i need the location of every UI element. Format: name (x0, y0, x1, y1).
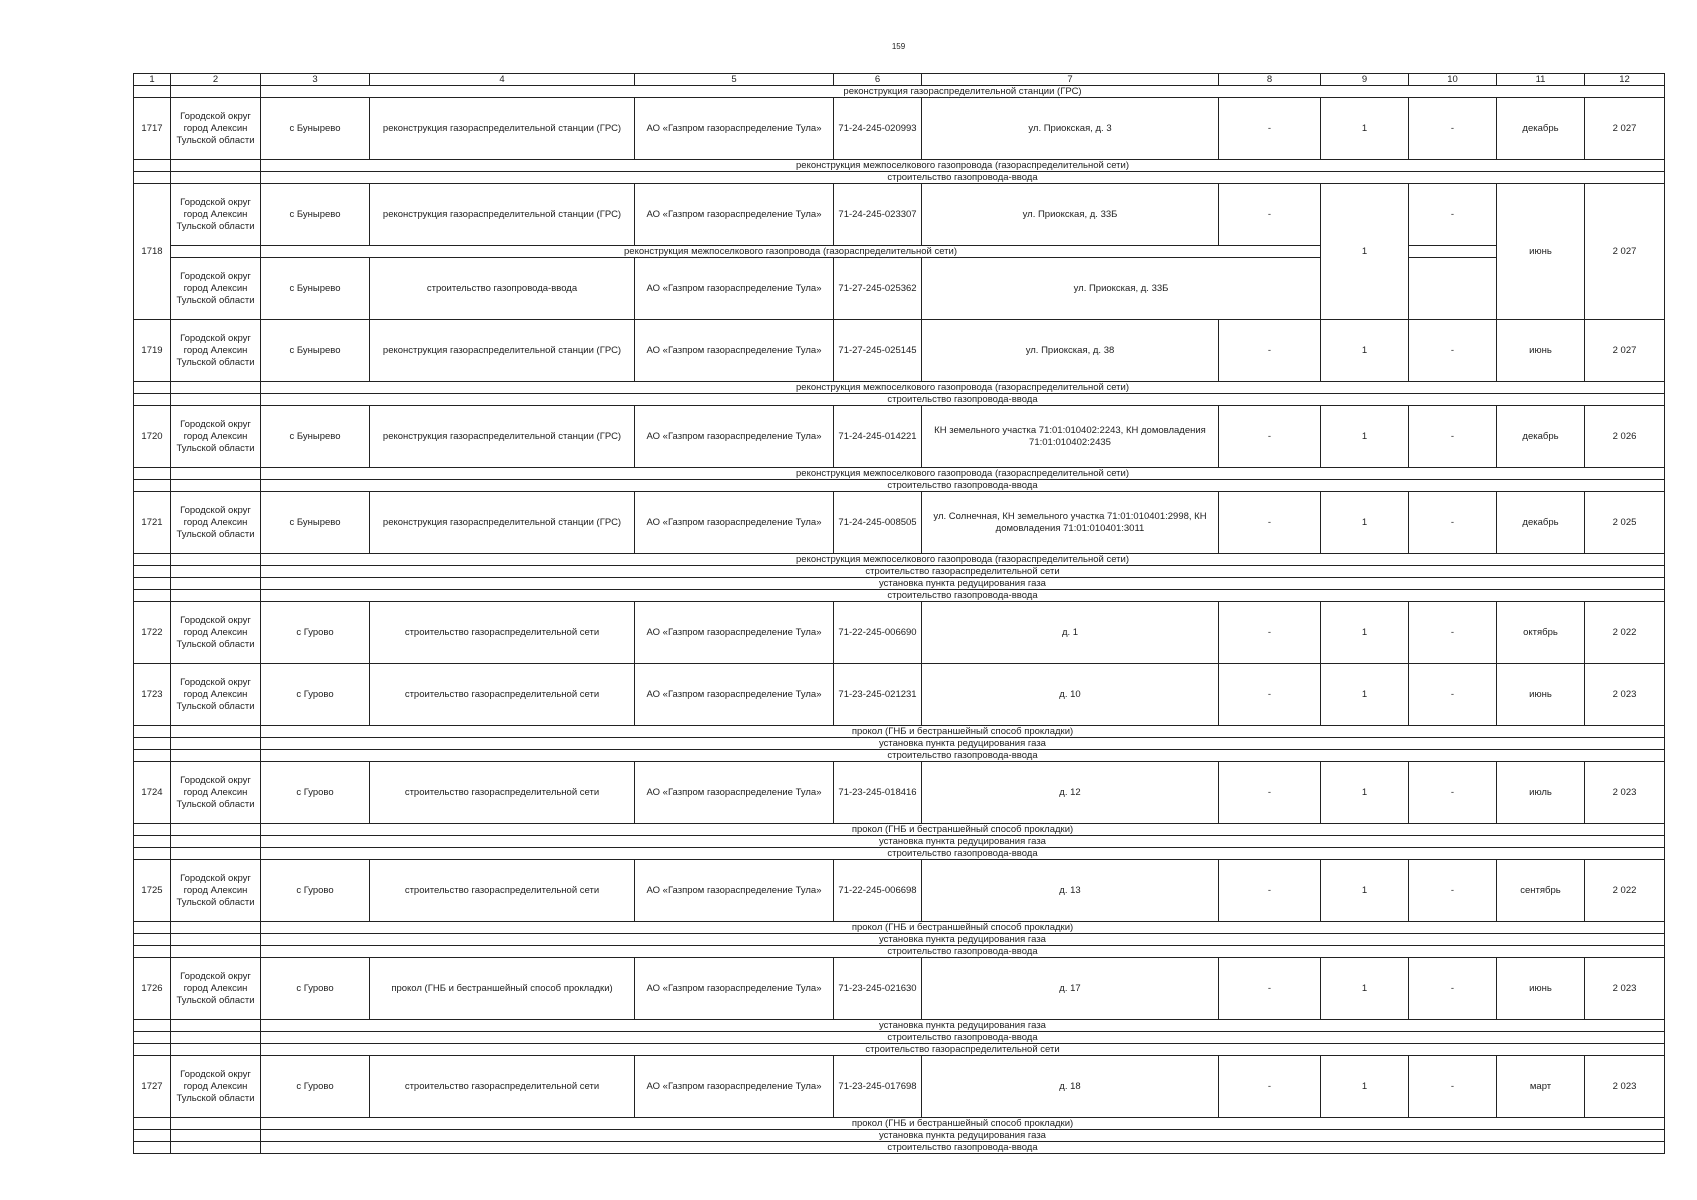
object-row (134, 184, 1665, 246)
col10-cell: - (1409, 320, 1497, 382)
object-code-cell: 71-27-245-025145 (834, 320, 922, 382)
sub-work-text: реконструкция межпоселкового газопровода (газораспределительной сети) (261, 382, 1665, 394)
row-number-cell: 1723 (134, 664, 171, 726)
sub-work-text: строительство газопровода-ввода (261, 848, 1665, 860)
row-number-cell: 1717 (134, 98, 171, 160)
work-type-cell: реконструкция газораспределительной станции (ГРС) (370, 184, 635, 246)
sub-work-text: установка пункта редуцирования газа (261, 578, 1665, 590)
year-cell: 2 025 (1585, 492, 1665, 554)
column-header: 10 (1409, 74, 1497, 86)
object-code-cell: 71-23-245-018416 (834, 762, 922, 824)
sub-work-row (134, 922, 1665, 934)
col8-cell: - (1219, 664, 1321, 726)
sub-work-text: строительство газопровода-ввода (261, 946, 1665, 958)
col10-cell: - (1409, 602, 1497, 664)
month-cell: декабрь (1497, 406, 1585, 468)
address-cell: ул. Приокская, д. 38 (922, 320, 1219, 382)
col9-cell: 1 (1321, 1056, 1409, 1118)
address-cell: ул. Солнечная, КН земельного участка 71:01:010401:2998, КН домовладения 71:01:010401:3011 (922, 492, 1219, 554)
sub-work-row (134, 554, 1665, 566)
empty-cell (134, 578, 171, 590)
sub-work-row (134, 750, 1665, 762)
empty-cell (134, 934, 171, 946)
empty-cell (134, 394, 171, 406)
village-cell: с Гурово (261, 664, 370, 726)
empty-cell (134, 86, 171, 98)
sub-work-text: строительство газопровода-ввода (261, 590, 1665, 602)
empty-cell (1409, 258, 1497, 320)
page-number: 159 (891, 42, 906, 51)
organization-cell: АО «Газпром газораспределение Тула» (635, 860, 834, 922)
empty-cell (134, 590, 171, 602)
sub-work-text: установка пункта редуцирования газа (261, 836, 1665, 848)
row-number-cell: 1718 (134, 184, 171, 320)
col9-cell: 1 (1321, 406, 1409, 468)
sub-work-row (134, 726, 1665, 738)
empty-cell (134, 726, 171, 738)
month-cell: декабрь (1497, 98, 1585, 160)
empty-cell (171, 1044, 261, 1056)
sub-work-row (134, 566, 1665, 578)
object-row (134, 762, 1665, 824)
empty-cell (134, 750, 171, 762)
row-number-cell: 1722 (134, 602, 171, 664)
sub-work-row (134, 1118, 1665, 1130)
object-row (134, 406, 1665, 468)
district-cell: Городской округ город Алексин Тульской области (171, 258, 261, 320)
column-header: 6 (834, 74, 922, 86)
month-cell: июнь (1497, 320, 1585, 382)
column-header: 3 (261, 74, 370, 86)
sub-work-row (134, 394, 1665, 406)
organization-cell: АО «Газпром газораспределение Тула» (635, 1056, 834, 1118)
empty-cell (134, 382, 171, 394)
address-cell: КН земельного участка 71:01:010402:2243, КН домовладения 71:01:010402:2435 (922, 406, 1219, 468)
year-cell: 2 023 (1585, 762, 1665, 824)
row-number-cell: 1727 (134, 1056, 171, 1118)
empty-cell (134, 848, 171, 860)
empty-cell (171, 1118, 261, 1130)
empty-cell (171, 172, 261, 184)
empty-cell (134, 946, 171, 958)
district-cell: Городской округ город Алексин Тульской области (171, 406, 261, 468)
empty-cell (171, 246, 261, 258)
empty-cell (134, 1142, 171, 1154)
row-number-cell: 1725 (134, 860, 171, 922)
month-cell: июнь (1497, 664, 1585, 726)
district-cell: Городской округ город Алексин Тульской области (171, 98, 261, 160)
empty-cell (171, 922, 261, 934)
sub-work-row (134, 848, 1665, 860)
empty-cell (134, 1130, 171, 1142)
month-cell: март (1497, 1056, 1585, 1118)
empty-cell (134, 1032, 171, 1044)
empty-cell (171, 738, 261, 750)
work-type-cell: строительство газораспределительной сети (370, 1056, 635, 1118)
district-cell: Городской округ город Алексин Тульской области (171, 1056, 261, 1118)
sub-work-row (134, 1020, 1665, 1032)
empty-cell (171, 554, 261, 566)
col9-cell: 1 (1321, 184, 1409, 320)
work-type-cell: реконструкция газораспределительной станции (ГРС) (370, 98, 635, 160)
work-type-cell: строительство газопровода-ввода (370, 258, 635, 320)
object-code-cell: 71-24-245-008505 (834, 492, 922, 554)
address-cell: ул. Приокская, д. 33Б (922, 184, 1219, 246)
empty-cell (171, 382, 261, 394)
sub-work-text: прокол (ГНБ и бестраншейный способ прокладки) (261, 1118, 1665, 1130)
village-cell: с Бунырево (261, 492, 370, 554)
empty-cell (171, 1020, 261, 1032)
col9-cell: 1 (1321, 958, 1409, 1020)
year-cell: 2 027 (1585, 184, 1665, 320)
work-type-cell: строительство газораспределительной сети (370, 762, 635, 824)
work-type-cell: строительство газораспределительной сети (370, 602, 635, 664)
col9-cell: 1 (1321, 320, 1409, 382)
col10-cell: - (1409, 1056, 1497, 1118)
village-cell: с Гурово (261, 602, 370, 664)
sub-work-row (134, 578, 1665, 590)
district-cell: Городской округ город Алексин Тульской области (171, 958, 261, 1020)
object-code-cell: 71-23-245-021231 (834, 664, 922, 726)
sub-work-text: установка пункта редуцирования газа (261, 738, 1665, 750)
empty-cell (171, 578, 261, 590)
empty-cell (171, 160, 261, 172)
object-code-cell: 71-23-245-021630 (834, 958, 922, 1020)
object-code-cell: 71-24-245-020993 (834, 98, 922, 160)
empty-cell (134, 554, 171, 566)
work-type-cell: прокол (ГНБ и бестраншейный способ прокладки) (370, 958, 635, 1020)
sub-work-row (134, 160, 1665, 172)
sub-work-text: строительство газопровода-ввода (261, 1032, 1665, 1044)
sub-work-text: реконструкция межпоселкового газопровода (газораспределительной сети) (261, 246, 1321, 258)
sub-work-text: строительство газопровода-ввода (261, 1142, 1665, 1154)
organization-cell: АО «Газпром газораспределение Тула» (635, 184, 834, 246)
village-cell: с Гурово (261, 860, 370, 922)
sub-work-text: установка пункта редуцирования газа (261, 1020, 1665, 1032)
sub-work-text: установка пункта редуцирования газа (261, 1130, 1665, 1142)
sub-work-row (134, 946, 1665, 958)
empty-cell (134, 566, 171, 578)
month-cell: декабрь (1497, 492, 1585, 554)
sub-work-text: строительство газопровода-ввода (261, 480, 1665, 492)
sub-work-text: строительство газопровода-ввода (261, 750, 1665, 762)
organization-cell: АО «Газпром газораспределение Тула» (635, 406, 834, 468)
col9-cell: 1 (1321, 602, 1409, 664)
sub-work-row (134, 1044, 1665, 1056)
address-cell: ул. Приокская, д. 33Б (922, 258, 1321, 320)
organization-cell: АО «Газпром газораспределение Тула» (635, 762, 834, 824)
district-cell: Городской округ город Алексин Тульской области (171, 320, 261, 382)
object-row (134, 958, 1665, 1020)
sub-work-row (134, 738, 1665, 750)
sub-work-text: строительство газопровода-ввода (261, 172, 1665, 184)
col10-cell: - (1409, 492, 1497, 554)
address-cell: д. 12 (922, 762, 1219, 824)
organization-cell: АО «Газпром газораспределение Тула» (635, 958, 834, 1020)
year-cell: 2 022 (1585, 602, 1665, 664)
year-cell: 2 027 (1585, 98, 1665, 160)
sub-work-text: прокол (ГНБ и бестраншейный способ прокладки) (261, 922, 1665, 934)
col10-cell: - (1409, 958, 1497, 1020)
sub-work-row (134, 246, 1665, 258)
col8-cell: - (1219, 860, 1321, 922)
organization-cell: АО «Газпром газораспределение Тула» (635, 602, 834, 664)
col8-cell: - (1219, 492, 1321, 554)
col10-cell: - (1409, 860, 1497, 922)
empty-cell (171, 848, 261, 860)
object-row (134, 860, 1665, 922)
work-type-cell: реконструкция газораспределительной станции (ГРС) (370, 492, 635, 554)
address-cell: д. 17 (922, 958, 1219, 1020)
object-code-cell: 71-24-245-023307 (834, 184, 922, 246)
sub-work-row (134, 934, 1665, 946)
empty-cell (171, 726, 261, 738)
sub-work-text: реконструкция межпоселкового газопровода (газораспределительной сети) (261, 554, 1665, 566)
object-code-cell: 71-23-245-017698 (834, 1056, 922, 1118)
village-cell: с Бунырево (261, 320, 370, 382)
village-cell: с Бунырево (261, 184, 370, 246)
sub-work-text: реконструкция межпоселкового газопровода (газораспределительной сети) (261, 468, 1665, 480)
district-cell: Городской округ город Алексин Тульской области (171, 184, 261, 246)
sub-work-row (134, 590, 1665, 602)
year-cell: 2 023 (1585, 1056, 1665, 1118)
organization-cell: АО «Газпром газораспределение Тула» (635, 258, 834, 320)
empty-cell (134, 1118, 171, 1130)
object-row (134, 320, 1665, 382)
empty-cell (134, 172, 171, 184)
col9-cell: 1 (1321, 492, 1409, 554)
empty-cell (171, 934, 261, 946)
month-cell: июль (1497, 762, 1585, 824)
work-type-cell: строительство газораспределительной сети (370, 860, 635, 922)
sub-work-text: строительство газопровода-ввода (261, 394, 1665, 406)
district-cell: Городской округ город Алексин Тульской области (171, 762, 261, 824)
sub-work-row (134, 824, 1665, 836)
organization-cell: АО «Газпром газораспределение Тула» (635, 320, 834, 382)
work-type-cell: строительство газораспределительной сети (370, 664, 635, 726)
district-cell: Городской округ город Алексин Тульской области (171, 860, 261, 922)
col8-cell: - (1219, 98, 1321, 160)
empty-cell (134, 922, 171, 934)
empty-cell (171, 836, 261, 848)
address-cell: ул. Приокская, д. 3 (922, 98, 1219, 160)
year-cell: 2 022 (1585, 860, 1665, 922)
sub-work-text: установка пункта редуцирования газа (261, 934, 1665, 946)
object-row (134, 258, 1665, 320)
village-cell: с Бунырево (261, 98, 370, 160)
sub-work-text: реконструкция газораспределительной станции (ГРС) (261, 86, 1665, 98)
object-row (134, 602, 1665, 664)
village-cell: с Гурово (261, 1056, 370, 1118)
object-code-cell: 71-22-245-006698 (834, 860, 922, 922)
object-row (134, 1056, 1665, 1118)
organization-cell: АО «Газпром газораспределение Тула» (635, 492, 834, 554)
month-cell: октябрь (1497, 602, 1585, 664)
sub-work-row (134, 86, 1665, 98)
address-cell: д. 13 (922, 860, 1219, 922)
empty-cell (171, 750, 261, 762)
column-header: 2 (171, 74, 261, 86)
district-cell: Городской округ город Алексин Тульской области (171, 664, 261, 726)
empty-cell (171, 566, 261, 578)
col10-cell: - (1409, 762, 1497, 824)
sub-work-row (134, 480, 1665, 492)
sub-work-row (134, 382, 1665, 394)
column-header: 5 (635, 74, 834, 86)
village-cell: с Гурово (261, 958, 370, 1020)
col10-cell: - (1409, 184, 1497, 246)
sub-work-row (134, 1130, 1665, 1142)
sub-work-text: прокол (ГНБ и бестраншейный способ прокладки) (261, 726, 1665, 738)
empty-cell (171, 394, 261, 406)
empty-cell (134, 468, 171, 480)
column-header: 8 (1219, 74, 1321, 86)
empty-cell (171, 468, 261, 480)
object-code-cell: 71-24-245-014221 (834, 406, 922, 468)
sub-work-text: прокол (ГНБ и бестраншейный способ прокладки) (261, 824, 1665, 836)
col8-cell: - (1219, 184, 1321, 246)
sub-work-row (134, 1142, 1665, 1154)
year-cell: 2 026 (1585, 406, 1665, 468)
month-cell: июнь (1497, 184, 1585, 320)
col9-cell: 1 (1321, 98, 1409, 160)
col9-cell: 1 (1321, 860, 1409, 922)
empty-cell (134, 738, 171, 750)
column-header: 4 (370, 74, 635, 86)
column-header-row (134, 74, 1665, 86)
empty-cell (134, 1044, 171, 1056)
col10-cell: - (1409, 664, 1497, 726)
empty-cell (134, 824, 171, 836)
sub-work-text: строительство газораспределительной сети (261, 1044, 1665, 1056)
address-cell: д. 10 (922, 664, 1219, 726)
empty-cell (1409, 246, 1497, 258)
organization-cell: АО «Газпром газораспределение Тула» (635, 664, 834, 726)
object-row (134, 98, 1665, 160)
sub-work-text: реконструкция межпоселкового газопровода (газораспределительной сети) (261, 160, 1665, 172)
sub-work-row (134, 468, 1665, 480)
month-cell: июнь (1497, 958, 1585, 1020)
column-header: 7 (922, 74, 1219, 86)
row-number-cell: 1719 (134, 320, 171, 382)
address-cell: д. 18 (922, 1056, 1219, 1118)
col8-cell: - (1219, 762, 1321, 824)
empty-cell (134, 160, 171, 172)
organization-cell: АО «Газпром газораспределение Тула» (635, 98, 834, 160)
empty-cell (171, 1032, 261, 1044)
empty-cell (171, 480, 261, 492)
sub-work-row (134, 1032, 1665, 1044)
empty-cell (134, 1020, 171, 1032)
village-cell: с Бунырево (261, 258, 370, 320)
empty-cell (171, 824, 261, 836)
object-code-cell: 71-27-245-025362 (834, 258, 922, 320)
year-cell: 2 023 (1585, 664, 1665, 726)
object-code-cell: 71-22-245-006690 (834, 602, 922, 664)
col8-cell: - (1219, 958, 1321, 1020)
empty-cell (171, 86, 261, 98)
work-type-cell: реконструкция газораспределительной станции (ГРС) (370, 406, 635, 468)
sub-work-row (134, 836, 1665, 848)
empty-cell (171, 946, 261, 958)
col10-cell: - (1409, 406, 1497, 468)
district-cell: Городской округ город Алексин Тульской области (171, 492, 261, 554)
row-number-cell: 1721 (134, 492, 171, 554)
work-type-cell: реконструкция газораспределительной станции (ГРС) (370, 320, 635, 382)
col8-cell: - (1219, 602, 1321, 664)
column-header: 1 (134, 74, 171, 86)
address-cell: д. 1 (922, 602, 1219, 664)
month-cell: сентябрь (1497, 860, 1585, 922)
row-number-cell: 1720 (134, 406, 171, 468)
year-cell: 2 023 (1585, 958, 1665, 1020)
row-number-cell: 1724 (134, 762, 171, 824)
village-cell: с Бунырево (261, 406, 370, 468)
empty-cell (171, 1142, 261, 1154)
col9-cell: 1 (1321, 762, 1409, 824)
col8-cell: - (1219, 320, 1321, 382)
empty-cell (171, 590, 261, 602)
sub-work-row (134, 172, 1665, 184)
column-header: 9 (1321, 74, 1409, 86)
object-row (134, 492, 1665, 554)
row-number-cell: 1726 (134, 958, 171, 1020)
district-cell: Городской округ город Алексин Тульской области (171, 602, 261, 664)
object-row (134, 664, 1665, 726)
registry-table (133, 73, 1665, 1154)
column-header: 11 (1497, 74, 1585, 86)
empty-cell (134, 836, 171, 848)
year-cell: 2 027 (1585, 320, 1665, 382)
village-cell: с Гурово (261, 762, 370, 824)
col9-cell: 1 (1321, 664, 1409, 726)
column-header: 12 (1585, 74, 1665, 86)
col8-cell: - (1219, 1056, 1321, 1118)
empty-cell (134, 480, 171, 492)
empty-cell (171, 1130, 261, 1142)
col8-cell: - (1219, 406, 1321, 468)
sub-work-text: строительство газораспределительной сети (261, 566, 1665, 578)
col10-cell: - (1409, 98, 1497, 160)
